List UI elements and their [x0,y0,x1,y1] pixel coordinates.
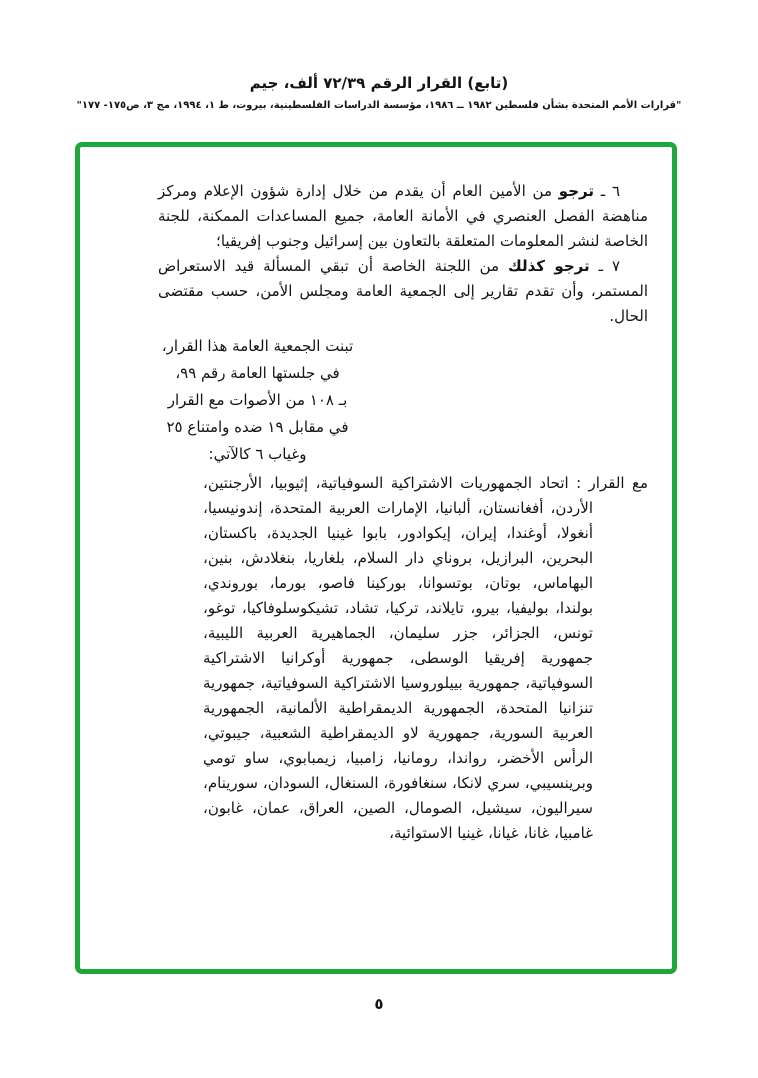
vote-with-list [203,471,648,846]
paragraph-6-text: من الأمين العام أن يقدم من خلال إدارة شؤون الإعلام ومركز مناهضة الفصل العنصري في الأمانة العامة، جميع المساعدات الممكنة، للجنة الخاصة لنشر المعلومات المتعلقة بالتعاون بين إسرائيل وجنوب إفريقيا؛ [158,182,648,250]
paragraph-6-operative-word: ترجو [558,182,594,200]
paragraph-6 [158,179,648,254]
paragraph-7 [158,254,648,329]
paragraph-7-text: من اللجنة الخاصة أن تبقي المسألة قيد الاستعراض المستمر، وأن تقدم تقارير إلى الجمعية العامة ومجلس الأمن، حسب مقتضى الحال. [158,257,648,325]
page-title: (تابع) القرار الرقم ٧٢/٣٩ ألف، جيم [249,74,509,92]
vote-with-separator: : [568,474,589,492]
content-frame [75,142,677,974]
adoption-record [155,333,360,468]
vote-with-label: مع القرار [588,474,648,492]
source-citation: "قرارات الأمم المتحدة بشأن فلسطين ١٩٨٢ ــ ١٩٨٦، مؤسسة الدراسات الفلسطينية، بيروت، ط ١، ١٩٩٤، مج ٣، ص١٧٥- ١٧٧" [76,100,682,111]
adoption-line: بـ ١٠٨ من الأصوات مع القرار [167,391,348,409]
adoption-line: في مقابل ١٩ ضده وامتناع ٢٥ [166,418,349,436]
paragraph-6-number: ٦ ـ [593,182,620,200]
paragraph-7-operative-word: ترجو كذلك [508,257,590,275]
page-number: ٥ [374,995,384,1013]
adoption-line: وغياب ٦ كالآتي: [208,445,307,463]
adoption-line: في جلستها العامة رقم ٩٩، [175,364,340,382]
adoption-line: تبنت الجمعية العامة هذا القرار، [161,337,354,355]
paragraph-7-number: ٧ ـ [589,257,621,275]
vote-with-countries: اتحاد الجمهوريات الاشتراكية السوفياتية، إثيوبيا، الأرجنتين، الأردن، أفغانستان، ألبانيا، الإمارات العربية المتحدة، إندونيسيا، أنغولا، أوغندا، إيران، إيكوادور، بابوا غينيا الجديدة، باكستان، البحرين، البرازيل، بروناي دار السلام، بلغاريا، بنغلادش، بنين، البهاماس، بوتان، بوتسوانا، بوركينا فاصو، بورما، بوروندي، بولندا، بوليفيا، بيرو، تايلاند، تركيا، تشاد، تشيكوسلوفاكيا، توغو، تونس، الجزائر، جزر سليمان، الجماهيرية العربية الليبية، جمهورية إفريقيا الوسطى، جمهورية أوكرانيا الاشتراكية السوفياتية، جمهورية بييلوروسيا الاشتراكية السوفياتية، جمهورية تنزانيا المتحدة، الجمهورية الديمقراطية الألمانية، الجمهورية العربية السورية، جمهورية لاو الديمقراطية الشعبية، جيبوتي، الرأس الأخضر، رواندا، رومانيا، زامبيا، زيمبابوي، ساو تومي وبرينسيبي، سري لانكا، سنغافورة، السنغال، السودان، سورينام، سيراليون، سيشيل، الصومال، الصين، العراق، عمان، غابون، غامبيا، غانا، غيانا، غينيا الاستوائية، [203,474,593,842]
